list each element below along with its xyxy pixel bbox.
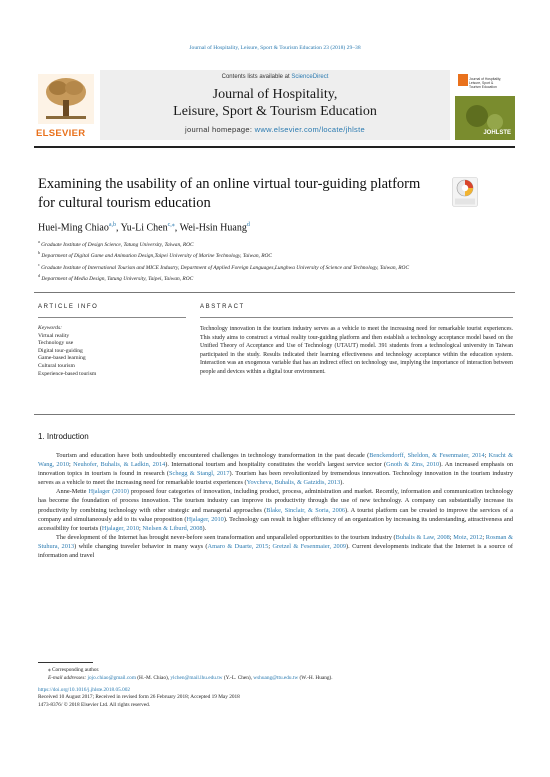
email-link[interactable]: wshuang@ttu.edu.tw [253,674,299,681]
author-separator: , [174,222,180,234]
citation-link[interactable]: Gnoth & Zins, 2010 [386,461,440,469]
contents-line [100,74,450,80]
body-text-run: proposed four categories of innovation, including product, process, administration and market. Recently, information and communication technology has become the foundation of process innovation. The tourism industry can improve its productivity through the use of new technology. A company can substantially increase its productivity by combining technology with other strategic and managerial approaches ( [38,488,513,514]
body-text-run: ; [69,461,74,469]
masthead-banner [100,70,450,140]
footnote-rule [38,662,93,663]
cover-publisher-logo [458,74,468,86]
corresponding-author-note: ⁎ Corresponding author. [48,667,100,673]
author-affiliation-marker[interactable]: c,⁎ [167,222,175,228]
intro-paragraph-1 [38,451,513,487]
homepage-link[interactable]: www.elsevier.com/locate/jhlste [254,125,365,134]
keywords-label: Keywords: [38,325,63,331]
citation-link[interactable]: Blake, Sinclair, & Soria, 2006 [266,506,346,514]
email-owner: (W.-H. Huang). [298,674,333,681]
sciencedirect-link[interactable]: ScienceDirect [291,74,329,80]
body-text-run: ; [484,452,489,459]
elsevier-tree-logo[interactable] [34,70,98,140]
author-affiliation-marker[interactable]: d [246,222,250,228]
citation-link[interactable]: Hjalager, 2010 [186,515,224,523]
body-text-run: Anne-Mette [56,488,89,496]
affiliation-marker: c [38,261,40,267]
keyword-item: Experience-based tourism [38,370,97,377]
body-text-run: The development of the Internet has brought never-before seen transformation and unparalleled opportunities to the tourism industry ( [56,533,396,541]
citation-link[interactable]: Hjalager (2010) [88,488,129,496]
body-text-run: ; [268,542,273,550]
email-link[interactable]: ylchen@mail.lhu.edu.tw [170,674,223,681]
check-for-updates-icon [452,177,478,207]
masthead-divider [34,146,515,148]
affiliation-list [38,238,508,284]
introduction-body [38,451,513,560]
journal-name-line1: Journal of Hospitality, [212,87,338,102]
homepage-prefix: journal homepage: [185,125,255,134]
journal-masthead [34,70,515,140]
citation-link[interactable]: Amaro & Duarte, 2015 [207,542,269,550]
keyword-item: Technology use [38,340,74,347]
citation-link[interactable]: Benckendorff, Sheldon, & Fesenmaier, 2014 [369,452,485,459]
citation-link[interactable]: Gretzel & Fesenmaier, 2009 [272,542,347,550]
abstract-text: Technology innovation in the tourism industry serves as a vehicle to meet the increasing need for remarkable tourist experiences. This study aims to construct a virtual reality tour-guiding platform and then establish a technology acceptance model based on the Unified Theory of Acceptance and Use of Technology (UTAUT) model. 391 students from a technological university in Taiwan participated in the study. Results indicated their learning effectiveness and technology acceptance within the education system. Interaction was an exogenous variable that has an indirect effect on technology use, implying the importance of interaction between people and devices within a digital tour environment. [200,326,513,375]
publisher-name: ELSEVIER [36,128,86,139]
citation-link[interactable]: Moiz, 2012 [453,533,483,541]
affiliation-item [38,272,508,283]
body-text-run: ). [340,479,344,487]
affiliation-marker: b [38,250,40,256]
article-info-heading: ARTICLE INFO [38,304,99,310]
affiliation-text: Department of Digital Game and Animation Design,Taipei University of Marine Technology, Taiwan, ROC [41,253,273,260]
doi-link[interactable]: https://doi.org/10.1016/j.jhlste.2018.05.002 [38,686,131,693]
cover-title-line3: Tourism Education [469,85,497,90]
section-heading-introduction: 1. Introduction [38,432,89,441]
abstract-bottom-divider [34,414,515,415]
journal-name-line2: Leisure, Sport & Tourism Education [173,104,377,119]
keyword-item: Cultural tourism [38,362,75,369]
citation-link[interactable]: Neuhofer, Buhalis, & Ladkin, 2014 [73,461,166,469]
running-head[interactable]: Journal of Hospitality, Leisure, Sport & Tourism Education 23 (2018) 29–38 [189,45,361,51]
email-label: E-mail addresses: [48,674,88,681]
body-text-run: ). Current developments indicate that the Internet is a source of information and travel [38,542,514,560]
info-divider [34,292,515,293]
journal-cover-thumbnail[interactable] [455,70,515,140]
received-dates: Received 10 August 2017; Received in revised form 26 February 2018; Accepted 19 May 2018 [38,694,240,701]
body-text-run: ). A tourist platform can be created to improve the services of a company and simultaneously add to its value proposition ( [38,506,513,523]
email-link[interactable]: jojo.chiao@gmail.com [87,674,136,681]
article-title-line2: for cultural tourism education [38,195,211,211]
author-list [38,221,250,233]
body-text-run: ). Technology can result in higher efficiency of an organization by increasing its understanding, attractiveness and accessibility for tourists ( [38,515,513,532]
author-affiliation-marker[interactable]: a,b [108,222,116,228]
citation-link[interactable]: Hjalager, 2010 [101,524,140,532]
affiliation-text: Graduate Institute of International Tourism and MICE Industry, Department of Applied Foreign Languages,Lunghwa University of Science and Technology, Taiwan, ROC [41,264,410,271]
citation-link[interactable]: Buhalis & Law, 2008 [395,533,450,541]
copyright-line: 1473-8376/ © 2018 Elsevier Ltd. All rights reserved. [38,702,151,709]
author-name[interactable]: Yu-Li Chen [120,222,168,234]
keyword-item: Game-based learning [38,355,86,362]
abstract-rule [200,317,513,318]
affiliation-text: Department of Media Design, Tatung University, Taipei, Taiwan, ROC [41,275,194,282]
check-for-updates-badge[interactable] [452,177,478,207]
body-text-run: ; [449,533,454,541]
intro-paragraph-2 [38,487,513,532]
affiliation-item [38,261,508,272]
citation-link[interactable]: Kracht & Wang, 2010 [38,452,513,469]
citation-link[interactable]: Yovcheva, Buhalis, & Gatzidis, 2013 [246,479,341,487]
cover-title-line1: Journal of Hospitality, [469,77,502,81]
body-text-run: ) while changing traveler behavior in many ways ( [74,542,208,550]
body-text-run: ). International tourism and hospitality constitutes the world's largest service sector ( [165,461,387,469]
abstract-heading: ABSTRACT [200,304,245,310]
journal-homepage [100,125,450,134]
affiliation-marker: a [38,239,40,244]
affiliation-marker: d [38,273,40,279]
author-name[interactable]: Huei-Ming Chiao [38,222,109,234]
cover-title-line2: Leisure, Sport & [469,81,494,86]
keyword-item: Virtual reality [38,332,70,339]
author-name[interactable]: Wei-Hsin Huang [179,222,247,234]
body-text-run: ; [139,524,143,532]
article-info-rule [38,317,186,318]
footnotes [38,667,513,710]
body-text-run: Tourism and education have both undoubtedly encountered challenges in technology transformation in the past decade ( [56,452,370,459]
email-owner: (Y.-L. Chen), [222,674,254,681]
author-separator: , [116,222,121,234]
cover-title [469,77,501,90]
affiliation-text: Graduate Institute of Design Science, Tatung University, Taiwan, ROC [41,241,194,248]
citation-link[interactable]: Rosman & Stuhura, 2013 [38,533,513,550]
keyword-item: Digital tour-guiding [38,347,83,354]
affiliation-item [38,249,508,260]
journal-name [100,86,450,120]
email-owner: (H.-M. Chiao), [135,674,171,681]
affiliation-item [38,238,508,249]
article-title-line1: Examining the usability of an online virtual tour-guiding platform [38,176,421,192]
body-text-run: ; [482,533,486,541]
citation-link[interactable]: Nielsen & Liburd, 2008 [142,524,203,532]
body-text-run: ). Tourism has been revolutionized by tremendous innovation. Technology innovation in the tourism industry serves as a vehicle to meet the increasing need for remarkable tourist experiences ( [38,470,514,487]
body-text-run: ). An increased emphasis on innovation topics in tourism is found in research ( [38,461,513,478]
citation-link[interactable]: Schegg & Stangl, 2017 [169,470,230,478]
intro-paragraph-3 [38,533,513,560]
article-title [38,175,438,213]
keywords-block [38,325,178,378]
cover-abbreviation: JOHLSTE [483,130,511,136]
body-text-run: ). [202,524,207,532]
email-addresses [38,675,513,683]
contents-prefix: Contents lists available at [221,74,292,80]
